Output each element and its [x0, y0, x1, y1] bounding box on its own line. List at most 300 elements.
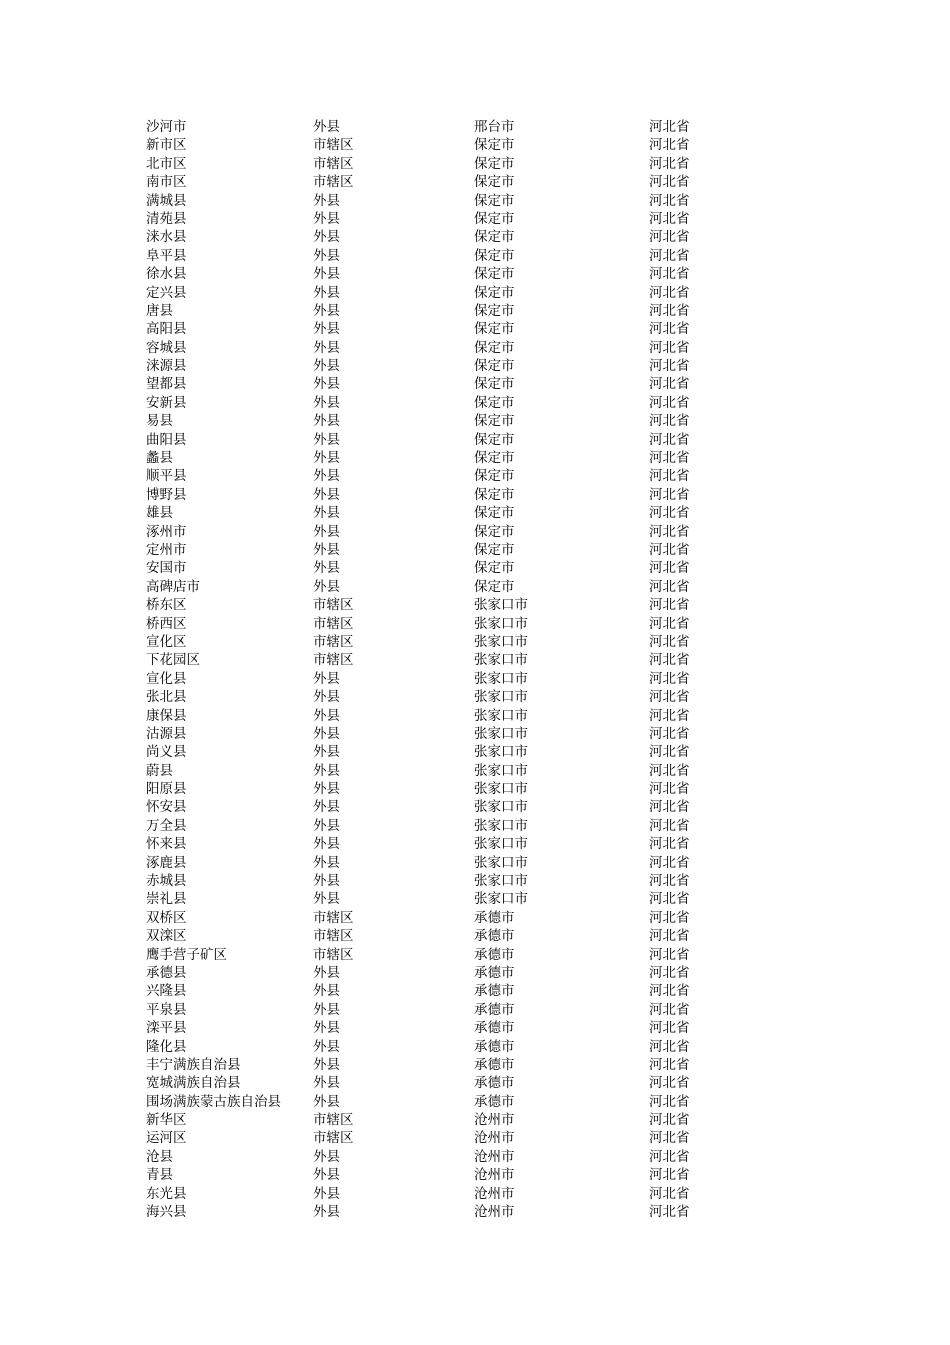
city-name-cell: 保定市	[474, 321, 515, 338]
city-name-cell: 承德市	[474, 1056, 515, 1073]
province-name-cell: 河北省	[649, 1204, 690, 1221]
district-name-cell: 运河区	[146, 1130, 187, 1147]
province-name-cell: 河北省	[649, 983, 690, 1000]
table-row	[146, 1038, 706, 1056]
district-type-cell: 外县	[313, 762, 340, 779]
table-row	[146, 1001, 706, 1019]
district-type-cell: 外县	[313, 302, 340, 319]
province-name-cell: 河北省	[649, 873, 690, 890]
province-name-cell: 河北省	[649, 1038, 690, 1055]
province-name-cell: 河北省	[649, 247, 690, 264]
district-type-cell: 外县	[313, 1056, 340, 1073]
province-name-cell: 河北省	[649, 1148, 690, 1165]
district-type-cell: 外县	[313, 1204, 340, 1221]
district-type-cell: 外县	[313, 210, 340, 227]
table-row	[146, 284, 706, 302]
district-type-cell: 外县	[313, 1001, 340, 1018]
province-name-cell: 河北省	[649, 505, 690, 522]
city-name-cell: 张家口市	[474, 799, 528, 816]
table-row	[146, 725, 706, 743]
table-row	[146, 670, 706, 688]
city-name-cell: 保定市	[474, 468, 515, 485]
table-row	[146, 504, 706, 522]
district-name-cell: 围场满族蒙古族自治县	[146, 1093, 281, 1110]
table-row	[146, 1093, 706, 1111]
table-row	[146, 1166, 706, 1184]
province-name-cell: 河北省	[649, 376, 690, 393]
table-row	[146, 320, 706, 338]
province-name-cell: 河北省	[649, 689, 690, 706]
province-name-cell: 河北省	[649, 928, 690, 945]
district-type-cell: 外县	[313, 1038, 340, 1055]
district-type-cell: 外县	[313, 781, 340, 798]
district-type-cell: 市辖区	[313, 597, 354, 614]
city-name-cell: 沧州市	[474, 1204, 515, 1221]
district-type-cell: 外县	[313, 119, 340, 135]
province-name-cell: 河北省	[649, 192, 690, 209]
province-name-cell: 河北省	[649, 155, 690, 172]
district-name-cell: 涞水县	[146, 229, 187, 246]
district-type-cell: 外县	[313, 1020, 340, 1037]
province-name-cell: 河北省	[649, 1056, 690, 1073]
province-name-cell: 河北省	[649, 394, 690, 411]
district-name-cell: 新华区	[146, 1112, 187, 1129]
province-name-cell: 河北省	[649, 597, 690, 614]
district-type-cell: 外县	[313, 836, 340, 853]
province-name-cell: 河北省	[649, 1167, 690, 1184]
city-name-cell: 保定市	[474, 229, 515, 246]
district-type-cell: 市辖区	[313, 1112, 354, 1129]
province-name-cell: 河北省	[649, 358, 690, 375]
province-name-cell: 河北省	[649, 523, 690, 540]
province-name-cell: 河北省	[649, 413, 690, 430]
city-name-cell: 张家口市	[474, 817, 528, 834]
province-name-cell: 河北省	[649, 670, 690, 687]
district-type-cell: 市辖区	[313, 909, 354, 926]
district-name-cell: 桥西区	[146, 615, 187, 632]
province-name-cell: 河北省	[649, 174, 690, 191]
table-row	[146, 1056, 706, 1074]
city-name-cell: 张家口市	[474, 762, 528, 779]
city-name-cell: 保定市	[474, 523, 515, 540]
province-name-cell: 河北省	[649, 210, 690, 227]
city-name-cell: 张家口市	[474, 725, 528, 742]
city-name-cell: 沧州市	[474, 1185, 515, 1202]
city-name-cell: 承德市	[474, 928, 515, 945]
district-name-cell: 阳原县	[146, 781, 187, 798]
city-name-cell: 保定市	[474, 284, 515, 301]
table-row	[146, 578, 706, 596]
district-type-cell: 外县	[313, 450, 340, 467]
district-type-cell: 外县	[313, 321, 340, 338]
district-name-cell: 下花园区	[146, 652, 200, 669]
district-name-cell: 容城县	[146, 339, 187, 356]
table-row	[146, 798, 706, 816]
district-name-cell: 定兴县	[146, 284, 187, 301]
district-type-cell: 市辖区	[313, 615, 354, 632]
district-name-cell: 怀安县	[146, 799, 187, 816]
table-row	[146, 431, 706, 449]
province-name-cell: 河北省	[649, 799, 690, 816]
table-row	[146, 1111, 706, 1129]
city-name-cell: 保定市	[474, 578, 515, 595]
province-name-cell: 河北省	[649, 633, 690, 650]
district-type-cell: 外县	[313, 376, 340, 393]
table-row	[146, 780, 706, 798]
province-name-cell: 河北省	[649, 284, 690, 301]
city-name-cell: 承德市	[474, 964, 515, 981]
province-name-cell: 河北省	[649, 854, 690, 871]
province-name-cell: 河北省	[649, 762, 690, 779]
table-row	[146, 210, 706, 228]
city-name-cell: 承德市	[474, 909, 515, 926]
province-name-cell: 河北省	[649, 707, 690, 724]
province-name-cell: 河北省	[649, 450, 690, 467]
city-name-cell: 张家口市	[474, 597, 528, 614]
region-table	[146, 118, 706, 1221]
table-row	[146, 688, 706, 706]
district-name-cell: 沽源县	[146, 725, 187, 742]
district-name-cell: 涿州市	[146, 523, 187, 540]
district-name-cell: 涞源县	[146, 358, 187, 375]
district-name-cell: 清苑县	[146, 210, 187, 227]
city-name-cell: 保定市	[474, 431, 515, 448]
district-name-cell: 赤城县	[146, 873, 187, 890]
province-name-cell: 河北省	[649, 781, 690, 798]
city-name-cell: 张家口市	[474, 873, 528, 890]
city-name-cell: 沧州市	[474, 1148, 515, 1165]
district-type-cell: 外县	[313, 229, 340, 246]
district-type-cell: 市辖区	[313, 174, 354, 191]
district-name-cell: 怀来县	[146, 836, 187, 853]
city-name-cell: 沧州市	[474, 1112, 515, 1129]
province-name-cell: 河北省	[649, 578, 690, 595]
city-name-cell: 承德市	[474, 946, 515, 963]
city-name-cell: 沧州市	[474, 1130, 515, 1147]
city-name-cell: 张家口市	[474, 652, 528, 669]
district-name-cell: 兴隆县	[146, 983, 187, 1000]
district-name-cell: 双滦区	[146, 928, 187, 945]
district-name-cell: 张北县	[146, 689, 187, 706]
district-type-cell: 外县	[313, 1148, 340, 1165]
province-name-cell: 河北省	[649, 468, 690, 485]
city-name-cell: 张家口市	[474, 854, 528, 871]
city-name-cell: 承德市	[474, 1075, 515, 1092]
district-type-cell: 外县	[313, 1093, 340, 1110]
city-name-cell: 保定市	[474, 505, 515, 522]
city-name-cell: 保定市	[474, 450, 515, 467]
district-name-cell: 蠡县	[146, 450, 173, 467]
district-name-cell: 崇礼县	[146, 891, 187, 908]
province-name-cell: 河北省	[649, 817, 690, 834]
province-name-cell: 河北省	[649, 1093, 690, 1110]
province-name-cell: 河北省	[649, 1020, 690, 1037]
table-row	[146, 1185, 706, 1203]
city-name-cell: 承德市	[474, 1038, 515, 1055]
table-row	[146, 155, 706, 173]
district-type-cell: 外县	[313, 1075, 340, 1092]
district-type-cell: 市辖区	[313, 652, 354, 669]
city-name-cell: 承德市	[474, 1093, 515, 1110]
city-name-cell: 张家口市	[474, 670, 528, 687]
district-type-cell: 外县	[313, 505, 340, 522]
district-type-cell: 外县	[313, 358, 340, 375]
province-name-cell: 河北省	[649, 725, 690, 742]
district-name-cell: 安新县	[146, 394, 187, 411]
table-row	[146, 192, 706, 210]
province-name-cell: 河北省	[649, 836, 690, 853]
table-row	[146, 173, 706, 191]
district-name-cell: 新市区	[146, 137, 187, 154]
table-row	[146, 615, 706, 633]
city-name-cell: 保定市	[474, 210, 515, 227]
city-name-cell: 承德市	[474, 1020, 515, 1037]
city-name-cell: 张家口市	[474, 615, 528, 632]
province-name-cell: 河北省	[649, 321, 690, 338]
city-name-cell: 张家口市	[474, 633, 528, 650]
city-name-cell: 保定市	[474, 486, 515, 503]
district-type-cell: 外县	[313, 468, 340, 485]
table-row	[146, 743, 706, 761]
table-row	[146, 927, 706, 945]
province-name-cell: 河北省	[649, 119, 690, 135]
province-name-cell: 河北省	[649, 964, 690, 981]
district-name-cell: 满城县	[146, 192, 187, 209]
province-name-cell: 河北省	[649, 302, 690, 319]
table-row	[146, 339, 706, 357]
district-type-cell: 外县	[313, 964, 340, 981]
province-name-cell: 河北省	[649, 946, 690, 963]
district-name-cell: 徐水县	[146, 266, 187, 283]
district-name-cell: 承德县	[146, 964, 187, 981]
province-name-cell: 河北省	[649, 1001, 690, 1018]
table-row	[146, 541, 706, 559]
city-name-cell: 保定市	[474, 174, 515, 191]
district-name-cell: 宣化县	[146, 670, 187, 687]
district-type-cell: 外县	[313, 873, 340, 890]
city-name-cell: 邢台市	[474, 119, 515, 135]
district-type-cell: 外县	[313, 1185, 340, 1202]
city-name-cell: 张家口市	[474, 689, 528, 706]
city-name-cell: 张家口市	[474, 836, 528, 853]
district-type-cell: 市辖区	[313, 137, 354, 154]
table-row	[146, 1203, 706, 1221]
city-name-cell: 保定市	[474, 247, 515, 264]
district-name-cell: 沙河市	[146, 119, 187, 135]
table-row	[146, 633, 706, 651]
district-type-cell: 外县	[313, 541, 340, 558]
table-row	[146, 596, 706, 614]
district-name-cell: 平泉县	[146, 1001, 187, 1018]
district-type-cell: 外县	[313, 578, 340, 595]
district-type-cell: 市辖区	[313, 946, 354, 963]
province-name-cell: 河北省	[649, 615, 690, 632]
district-type-cell: 外县	[313, 431, 340, 448]
city-name-cell: 张家口市	[474, 707, 528, 724]
city-name-cell: 保定市	[474, 266, 515, 283]
province-name-cell: 河北省	[649, 541, 690, 558]
province-name-cell: 河北省	[649, 909, 690, 926]
district-name-cell: 沧县	[146, 1148, 173, 1165]
table-row	[146, 412, 706, 430]
district-name-cell: 北市区	[146, 155, 187, 172]
district-type-cell: 外县	[313, 284, 340, 301]
district-type-cell: 外县	[313, 560, 340, 577]
table-row	[146, 136, 706, 154]
province-name-cell: 河北省	[649, 1112, 690, 1129]
district-name-cell: 尚义县	[146, 744, 187, 761]
district-name-cell: 东光县	[146, 1185, 187, 1202]
district-type-cell: 外县	[313, 266, 340, 283]
province-name-cell: 河北省	[649, 229, 690, 246]
district-type-cell: 外县	[313, 799, 340, 816]
city-name-cell: 保定市	[474, 413, 515, 430]
province-name-cell: 河北省	[649, 560, 690, 577]
district-name-cell: 滦平县	[146, 1020, 187, 1037]
district-type-cell: 外县	[313, 817, 340, 834]
district-type-cell: 外县	[313, 670, 340, 687]
district-name-cell: 定州市	[146, 541, 187, 558]
table-row	[146, 357, 706, 375]
district-type-cell: 外县	[313, 1167, 340, 1184]
province-name-cell: 河北省	[649, 1075, 690, 1092]
city-name-cell: 承德市	[474, 983, 515, 1000]
district-type-cell: 市辖区	[313, 633, 354, 650]
district-name-cell: 顺平县	[146, 468, 187, 485]
province-name-cell: 河北省	[649, 266, 690, 283]
city-name-cell: 保定市	[474, 394, 515, 411]
district-type-cell: 外县	[313, 983, 340, 1000]
table-row	[146, 817, 706, 835]
table-row	[146, 523, 706, 541]
district-name-cell: 易县	[146, 413, 173, 430]
district-name-cell: 曲阳县	[146, 431, 187, 448]
table-row	[146, 486, 706, 504]
district-type-cell: 外县	[313, 523, 340, 540]
district-type-cell: 外县	[313, 854, 340, 871]
city-name-cell: 保定市	[474, 302, 515, 319]
table-row	[146, 265, 706, 283]
table-row	[146, 890, 706, 908]
table-row	[146, 302, 706, 320]
city-name-cell: 保定市	[474, 560, 515, 577]
district-type-cell: 外县	[313, 413, 340, 430]
table-row	[146, 228, 706, 246]
district-type-cell: 外县	[313, 744, 340, 761]
city-name-cell: 沧州市	[474, 1167, 515, 1184]
district-type-cell: 外县	[313, 192, 340, 209]
table-row	[146, 247, 706, 265]
district-type-cell: 外县	[313, 891, 340, 908]
province-name-cell: 河北省	[649, 1185, 690, 1202]
table-row	[146, 982, 706, 1000]
table-row	[146, 835, 706, 853]
district-name-cell: 阜平县	[146, 247, 187, 264]
table-row	[146, 467, 706, 485]
city-name-cell: 保定市	[474, 376, 515, 393]
district-name-cell: 望都县	[146, 376, 187, 393]
province-name-cell: 河北省	[649, 744, 690, 761]
district-name-cell: 安国市	[146, 560, 187, 577]
district-name-cell: 宣化区	[146, 633, 187, 650]
table-row	[146, 909, 706, 927]
table-row	[146, 1129, 706, 1147]
district-name-cell: 高碑店市	[146, 578, 200, 595]
city-name-cell: 保定市	[474, 137, 515, 154]
city-name-cell: 张家口市	[474, 891, 528, 908]
table-row	[146, 872, 706, 890]
table-row	[146, 559, 706, 577]
city-name-cell: 保定市	[474, 541, 515, 558]
table-row	[146, 1074, 706, 1092]
table-row	[146, 946, 706, 964]
district-type-cell: 外县	[313, 339, 340, 356]
table-row	[146, 707, 706, 725]
district-name-cell: 青县	[146, 1167, 173, 1184]
district-type-cell: 市辖区	[313, 928, 354, 945]
district-name-cell: 康保县	[146, 707, 187, 724]
district-name-cell: 博野县	[146, 486, 187, 503]
table-row	[146, 1019, 706, 1037]
city-name-cell: 保定市	[474, 339, 515, 356]
district-type-cell: 外县	[313, 707, 340, 724]
district-type-cell: 外县	[313, 725, 340, 742]
district-name-cell: 雄县	[146, 505, 173, 522]
district-name-cell: 桥东区	[146, 597, 187, 614]
district-name-cell: 高阳县	[146, 321, 187, 338]
table-row	[146, 964, 706, 982]
province-name-cell: 河北省	[649, 486, 690, 503]
district-type-cell: 外县	[313, 394, 340, 411]
district-type-cell: 外县	[313, 486, 340, 503]
table-row	[146, 118, 706, 136]
table-row	[146, 449, 706, 467]
city-name-cell: 保定市	[474, 358, 515, 375]
district-name-cell: 丰宁满族自治县	[146, 1056, 241, 1073]
city-name-cell: 张家口市	[474, 781, 528, 798]
district-type-cell: 市辖区	[313, 1130, 354, 1147]
district-name-cell: 唐县	[146, 302, 173, 319]
city-name-cell: 张家口市	[474, 744, 528, 761]
province-name-cell: 河北省	[649, 1130, 690, 1147]
province-name-cell: 河北省	[649, 339, 690, 356]
district-name-cell: 鹰手营子矿区	[146, 946, 227, 963]
district-type-cell: 外县	[313, 689, 340, 706]
table-row	[146, 394, 706, 412]
district-name-cell: 南市区	[146, 174, 187, 191]
province-name-cell: 河北省	[649, 431, 690, 448]
province-name-cell: 河北省	[649, 891, 690, 908]
district-name-cell: 万全县	[146, 817, 187, 834]
table-row	[146, 1148, 706, 1166]
city-name-cell: 承德市	[474, 1001, 515, 1018]
district-name-cell: 宽城满族自治县	[146, 1075, 241, 1092]
district-name-cell: 蔚县	[146, 762, 173, 779]
district-type-cell: 市辖区	[313, 155, 354, 172]
city-name-cell: 保定市	[474, 192, 515, 209]
table-row	[146, 762, 706, 780]
city-name-cell: 保定市	[474, 155, 515, 172]
district-name-cell: 隆化县	[146, 1038, 187, 1055]
table-row	[146, 651, 706, 669]
district-name-cell: 双桥区	[146, 909, 187, 926]
district-name-cell: 涿鹿县	[146, 854, 187, 871]
district-type-cell: 外县	[313, 247, 340, 264]
district-name-cell: 海兴县	[146, 1204, 187, 1221]
table-row	[146, 375, 706, 393]
table-row	[146, 854, 706, 872]
province-name-cell: 河北省	[649, 137, 690, 154]
